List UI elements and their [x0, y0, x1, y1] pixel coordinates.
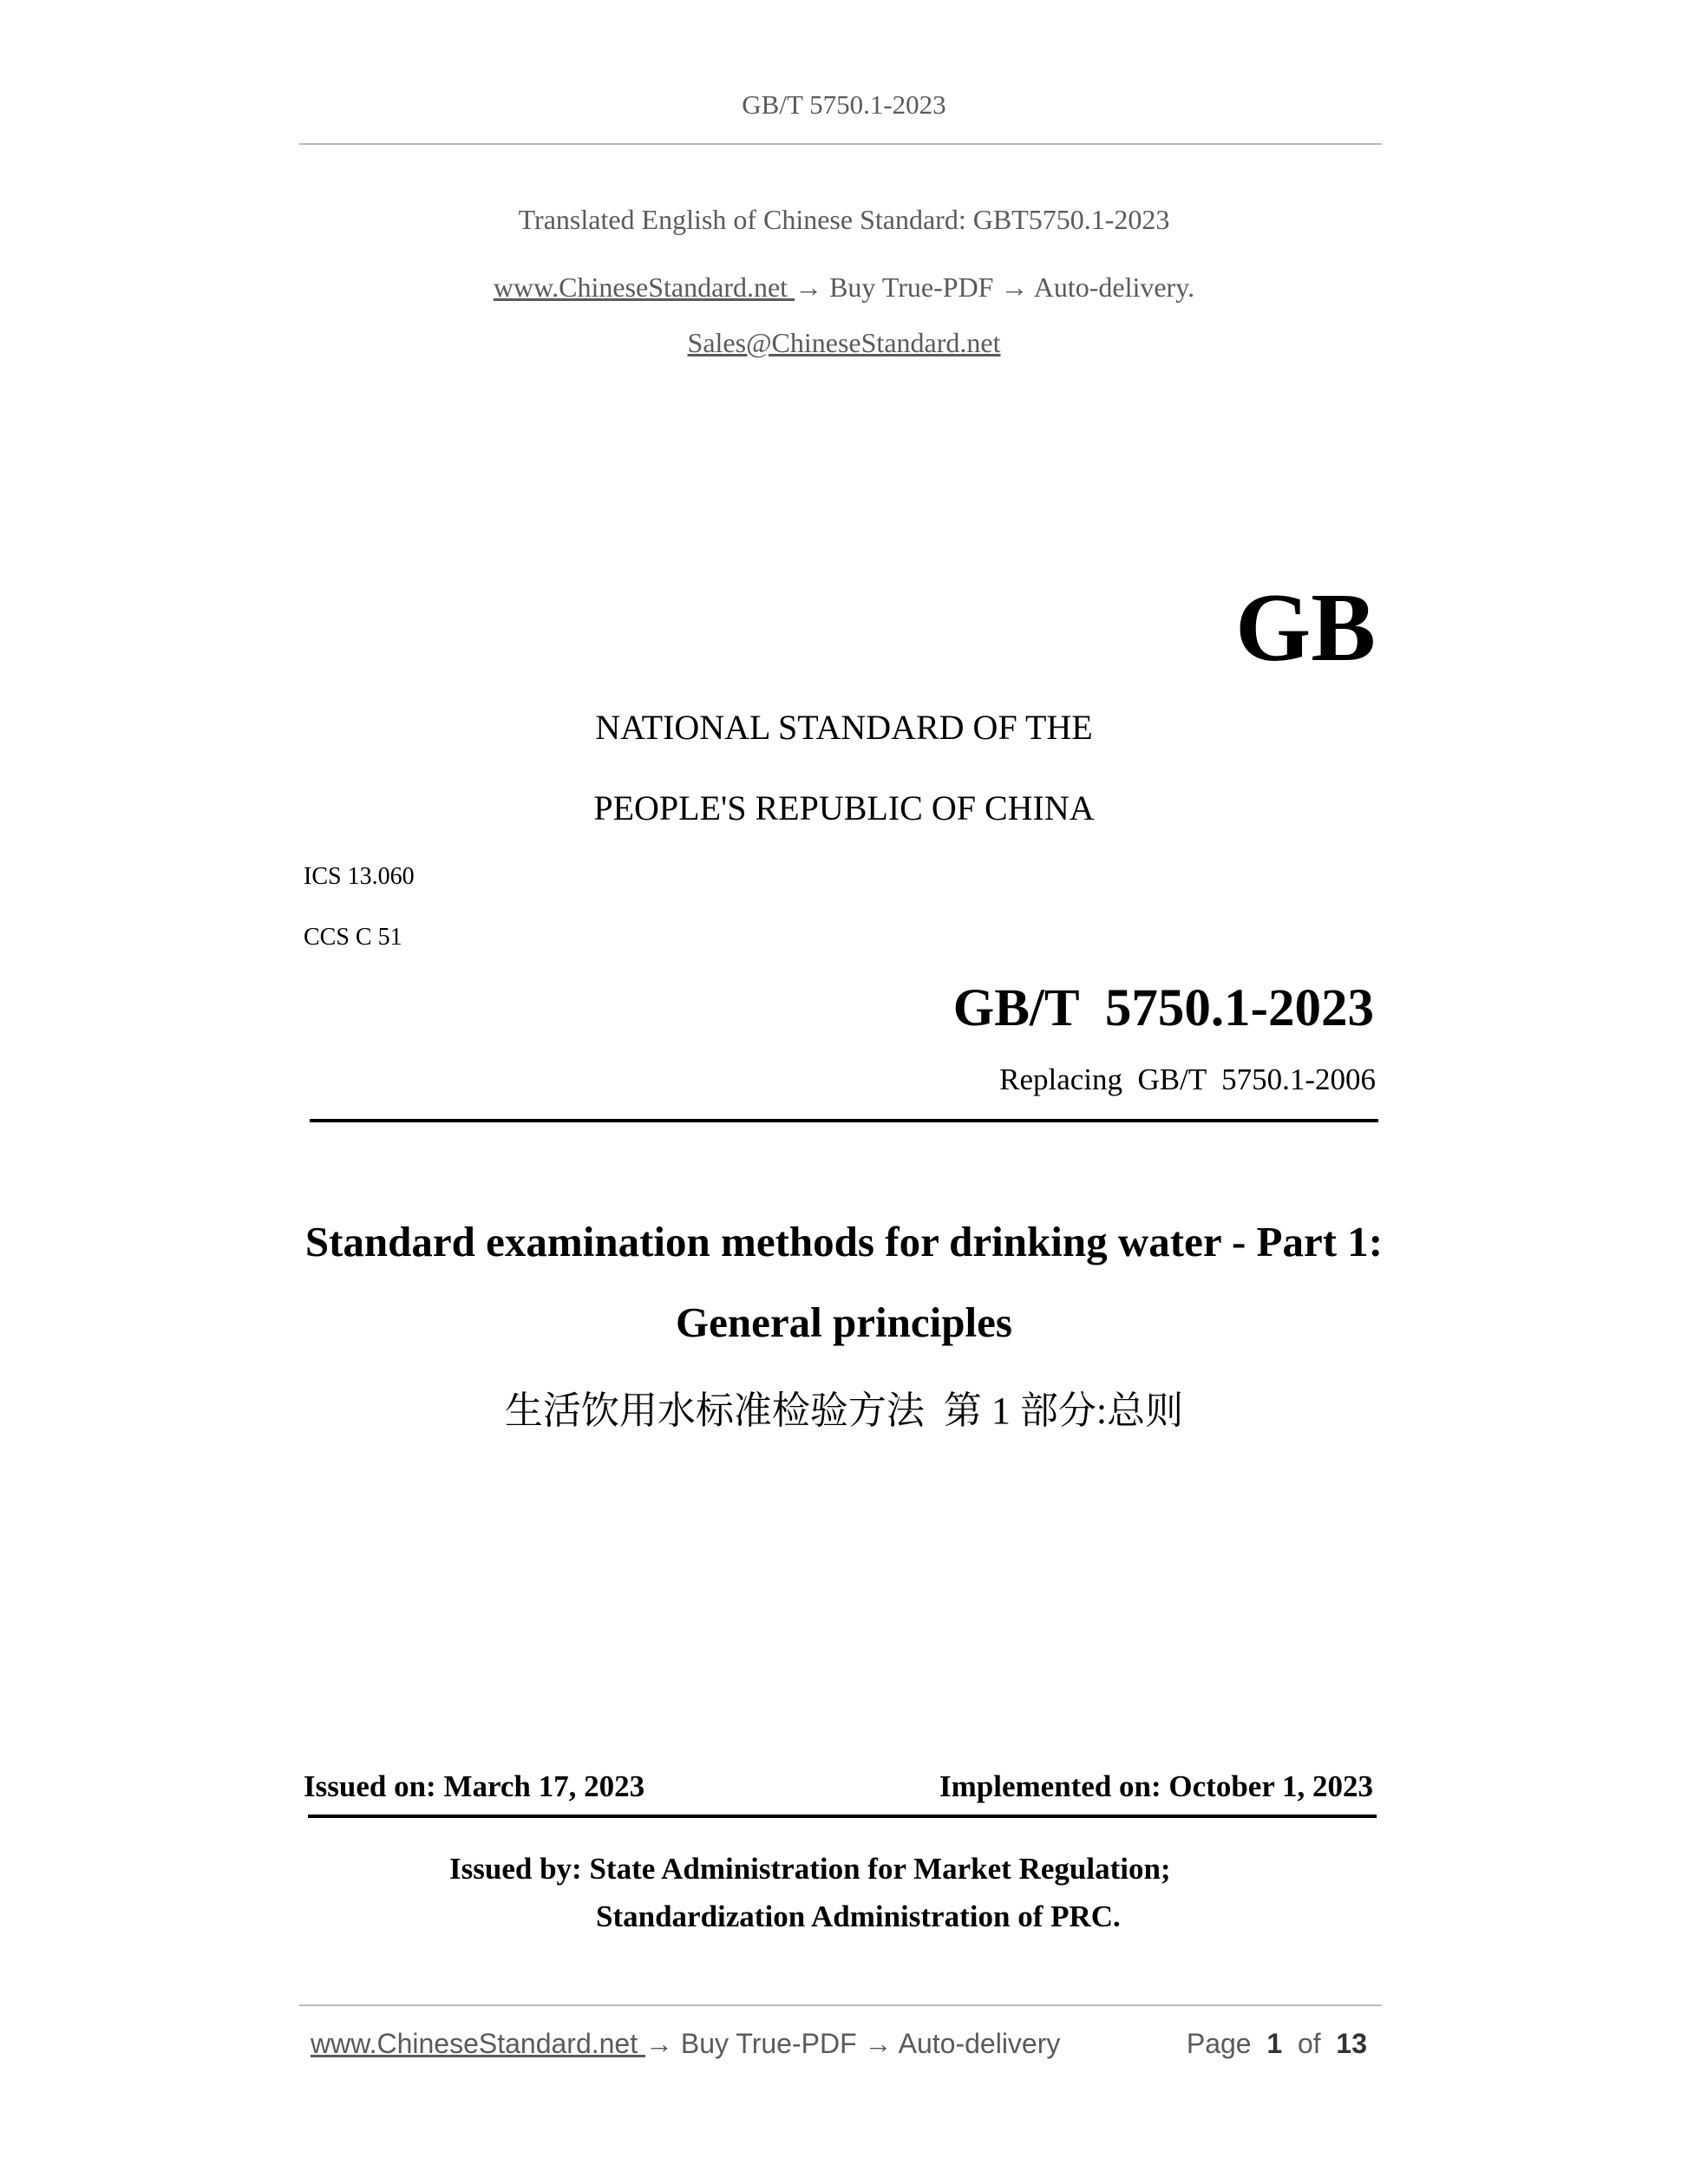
ccs-code: CCS C 51 [304, 924, 402, 951]
implemented-on-date: Implemented on: October 1, 2023 [939, 1769, 1373, 1803]
title-chinese: 生活饮用水标准检验方法 第 1 部分:总则 [504, 1390, 1184, 1432]
title-divider [310, 1119, 1378, 1122]
page-indicator [1187, 2028, 1367, 2060]
footer-purchase-line: www.ChineseStandard.net → Buy True-PDF → Auto-delivery [311, 2028, 1061, 2059]
authority-line-2: PEOPLE'S REPUBLIC OF CHINA [593, 788, 1095, 827]
banner-purchase-line: www.ChineseStandard.net → Buy True-PDF → Auto-delivery. [493, 271, 1195, 303]
dates-divider [308, 1815, 1377, 1818]
of-label: of [1297, 2028, 1321, 2059]
header-divider [299, 143, 1382, 145]
translation-notice: Translated English of Chinese Standard: GBT5750.1-2023 [518, 204, 1170, 235]
chinesestandard-link[interactable]: www.ChineseStandard.net [493, 271, 795, 303]
gb-mark: GB [1235, 574, 1376, 682]
arrow-right-icon: → [645, 2028, 673, 2059]
arrow-right-icon: → [1000, 271, 1029, 303]
title-english-line-1: Standard examination methods for drinking water - Part 1: [304, 1218, 1384, 1265]
page-total: 13 [1336, 2028, 1367, 2059]
footer-chinesestandard-link[interactable]: www.ChineseStandard.net [311, 2028, 645, 2059]
arrow-right-icon: → [795, 271, 823, 303]
authority-line-1: NATIONAL STANDARD OF THE [595, 708, 1093, 747]
running-header: GB/T 5750.1-2023 [742, 89, 946, 120]
sales-email-link[interactable]: Sales@ChineseStandard.net [687, 327, 1001, 358]
banner-email-line [0, 327, 1688, 359]
standard-number: GB/T 5750.1-2023 [952, 979, 1374, 1037]
page-number: 1 [1266, 2028, 1283, 2059]
replacing-note: Replacing GB/T 5750.1-2006 [999, 1063, 1376, 1096]
issued-on-date: Issued on: March 17, 2023 [304, 1769, 645, 1803]
footer-divider [299, 2004, 1382, 2006]
title-english-line-2: General principles [676, 1298, 1012, 1346]
issued-by-line-2: Standardization Administration of PRC. [596, 1900, 1121, 1933]
ics-code: ICS 13.060 [304, 863, 415, 890]
arrow-right-icon: → [864, 2028, 893, 2059]
issued-by-line-1: Issued by: State Administration for Market Regulation; [449, 1852, 1171, 1886]
page-label: Page [1186, 2028, 1252, 2059]
